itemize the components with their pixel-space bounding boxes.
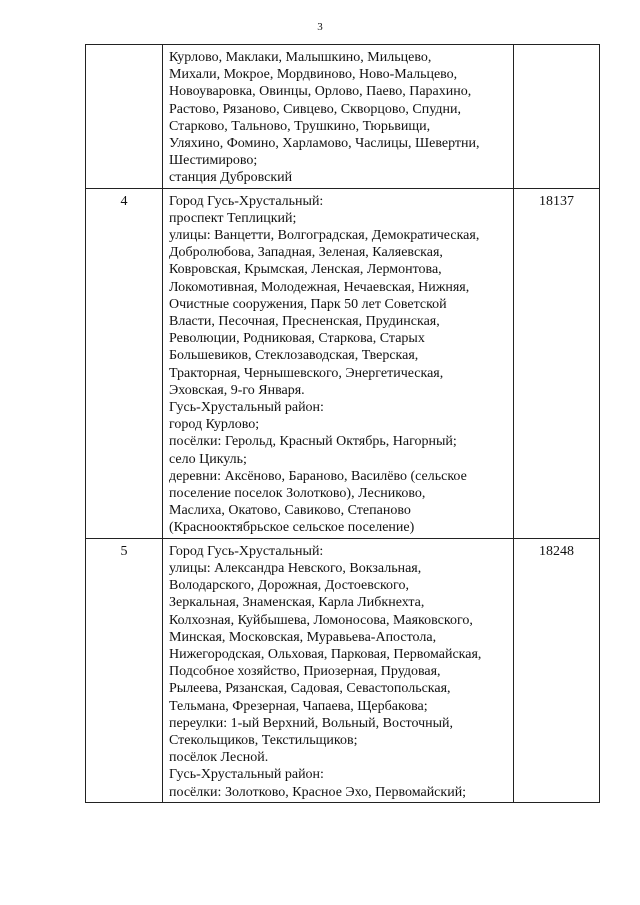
territory-line: Большевиков, Стеклозаводская, Тверская,	[169, 348, 419, 364]
territory-line: Подсобное хозяйство, Приозерная, Прудовая,	[169, 664, 441, 680]
voter-count-cell: 18137	[514, 188, 600, 538]
territory-line: Нижегородская, Ольховая, Парковая, Первомайская,	[169, 646, 482, 662]
table-row	[86, 45, 600, 189]
district-number-cell: 5	[86, 538, 163, 802]
district-number-cell	[86, 45, 163, 189]
territory-line: Ковровская, Крымская, Ленская, Лермонтова,	[169, 262, 442, 278]
territory-line: Добролюбова, Западная, Зеленая, Каляевская,	[169, 245, 443, 261]
territory-cell	[163, 188, 514, 538]
territory-line: Шестимирово;	[169, 153, 258, 169]
territory-line: Революции, Родниковая, Старкова, Старых	[169, 331, 425, 347]
territory-line: посёлок Лесной.	[169, 750, 269, 766]
territory-line: Город Гусь-Хрустальный:	[169, 543, 324, 559]
territory-line: улицы: Александра Невского, Вокзальная,	[169, 560, 422, 576]
voter-count-cell	[514, 45, 600, 189]
territory-line: станция Дубровский	[169, 170, 293, 186]
territory-line: Маслиха, Окатово, Савиково, Степаново	[169, 503, 411, 519]
territory-cell	[163, 538, 514, 802]
territory-line: Эховская, 9-го Января.	[169, 382, 305, 398]
territory-line: посёлки: Золотково, Красное Эхо, Первомайский;	[169, 784, 467, 800]
territory-line: Новоуваровка, Овинцы, Орлово, Паево, Парахино,	[169, 84, 472, 100]
territory-line: Минская, Московская, Муравьева-Апостола,	[169, 629, 437, 645]
territory-line: Растово, Рязаново, Сивцево, Скворцово, Спудни,	[169, 101, 461, 117]
table-row	[86, 538, 600, 802]
territory-line: Зеркальная, Знаменская, Карла Либкнехта,	[169, 595, 425, 611]
territory-line: Тракторная, Чернышевского, Энергетическая,	[169, 365, 444, 381]
territory-line: Стекольщиков, Текстильщиков;	[169, 732, 358, 748]
territory-line: Локомотивная, Молодежная, Нечаевская, Нижняя,	[169, 279, 470, 295]
territory-line: Очистные сооружения, Парк 50 лет Советской	[169, 296, 447, 312]
territory-line: Старково, Тальново, Трушкино, Тюрьвищи,	[169, 118, 431, 134]
districts-table	[85, 44, 600, 803]
territory-line: Гусь-Хрустальный район:	[169, 400, 324, 416]
territory-line: переулки: 1-ый Верхний, Вольный, Восточный,	[169, 715, 454, 731]
territory-line: Власти, Песочная, Пресненская, Прудинская,	[169, 314, 440, 330]
territory-line: Уляхино, Фомино, Харламово, Часлицы, Шевертни,	[169, 136, 480, 152]
territory-line: (Краснооктябрьское сельское поселение)	[169, 520, 415, 536]
territory-cell	[163, 45, 514, 189]
territory-line: улицы: Ванцетти, Волгоградская, Демократическая,	[169, 228, 480, 244]
page-number: 3	[317, 21, 323, 33]
territory-line: Володарского, Дорожная, Достоевского,	[169, 578, 409, 594]
territory-line: деревни: Аксёново, Бараново, Василёво (сельское	[169, 468, 467, 484]
territory-line: Город Гусь-Хрустальный:	[169, 193, 324, 209]
territory-line: Колхозная, Куйбышева, Ломоносова, Маяковского,	[169, 612, 473, 628]
territory-line: Гусь-Хрустальный район:	[169, 767, 324, 783]
territory-line: Михали, Мокрое, Мордвиново, Ново-Мальцево,	[169, 67, 458, 83]
territory-line: Рылеева, Рязанская, Садовая, Севастопольская,	[169, 681, 451, 697]
territory-line: село Цикуль;	[169, 451, 247, 467]
territory-line: Тельмана, Фрезерная, Чапаева, Щербакова;	[169, 698, 428, 714]
table-row	[86, 188, 600, 538]
territory-line: Курлово, Маклаки, Малышкино, Мильцево,	[169, 50, 432, 65]
territory-line: посёлки: Герольд, Красный Октябрь, Нагорный;	[169, 434, 457, 450]
district-number-cell: 4	[86, 188, 163, 538]
territory-line: проспект Теплицкий;	[169, 210, 297, 226]
territory-line: поселение поселок Золотково), Лесниково,	[169, 486, 426, 502]
territory-line: город Курлово;	[169, 417, 260, 433]
voter-count-cell: 18248	[514, 538, 600, 802]
